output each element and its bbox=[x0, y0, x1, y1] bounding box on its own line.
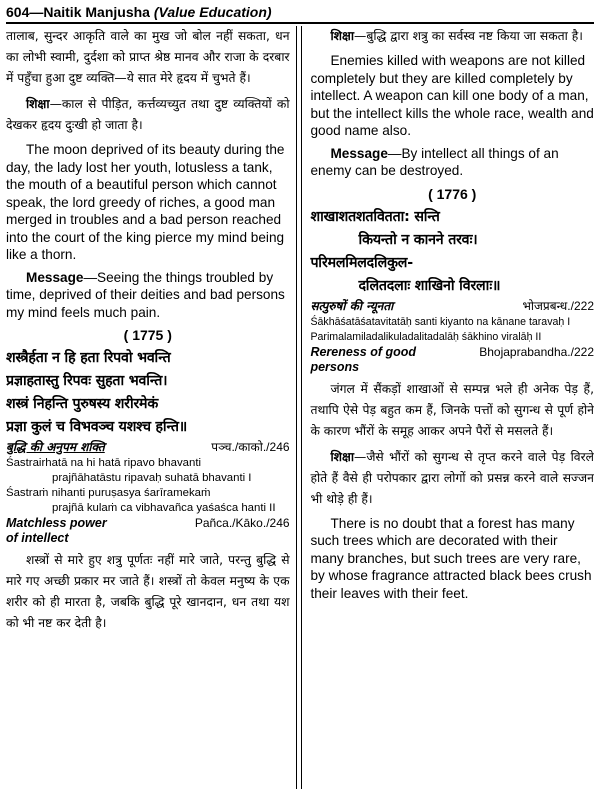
running-head: 604—Naitik Manjusha (Value Education) bbox=[6, 4, 594, 24]
verse-title-english-2 bbox=[6, 531, 290, 546]
sanskrit-verse-line: शाखाशतशतवितता: सन्ति bbox=[310, 208, 440, 225]
sanskrit-verse-line: प्रज्ञाहतास्तु रिपवः सुहता भवन्ति। bbox=[6, 373, 168, 389]
english-paragraph: The moon deprived of its beauty during the day, the lady lost her youth, lotusless a tank, the mouth of a beautiful person which cannot speak, the lord greedy of riches, a good man merged in troubles and a bad person reached into the court of the king pierce my mind being like a thorn. bbox=[6, 142, 285, 262]
left-column bbox=[6, 26, 296, 789]
verse-source-hindi: भोजप्रबन्ध./222 bbox=[522, 298, 594, 313]
message-label: Message bbox=[26, 269, 84, 285]
transliteration-line: Śastrairhatā na hi hatā ripavo bhavanti bbox=[6, 457, 202, 469]
shiksha-paragraph bbox=[310, 26, 594, 47]
hindi-translation: जंगल में सैंकड़ों शाखाओं से सम्पन्न भले ही अनेक पेड़ हैं, तथापि ऐसे पेड़ बहुत कम हैं, जिनके पत्तों को सुगन्ध से पूर्ण होने के कारण भौंरों के समूह आकर अपने पैरों से मसलते हैं। bbox=[310, 381, 594, 438]
shiksha-label: शिक्षा bbox=[330, 449, 355, 464]
verse-title-hindi: बुद्धि की अनुपम शक्ति bbox=[6, 440, 105, 454]
sanskrit-verse-line: शस्त्रं निहन्ति पुरुषस्य शरीरमेकं bbox=[6, 396, 159, 412]
hindi-paragraph: तालाब, सुन्दर आकृति वाले का मुख जो बोल नहीं सकता, धन का लोभी स्वामी, दुर्दशा को प्राप्त श्रेष्ठ मानव और राजा के दरबार में पहुँचा हुआ दुष्ट व्यक्ति—ये सात मेरे हृदय में चुभते हैं। bbox=[6, 29, 290, 85]
right-column bbox=[302, 26, 594, 789]
shiksha-label: शिक्षा bbox=[330, 29, 355, 43]
column-divider bbox=[296, 26, 303, 789]
book-title: Naitik Manjusha bbox=[43, 4, 150, 20]
sanskrit-verse-line: कियन्तो न कानने तरवः। bbox=[358, 231, 478, 248]
transliteration-line: Parimalamiladalikuladalitadalāḥ śākhino viralāḥ II bbox=[310, 330, 542, 343]
transliteration-line: prajñā kulaṁ ca vibhavañca yaśaśca hanti II bbox=[52, 502, 276, 514]
verse-number: ( 1776 ) bbox=[428, 185, 477, 202]
shiksha-label: शिक्षा bbox=[26, 97, 50, 111]
verse-title-english-line: of intellect bbox=[6, 531, 69, 545]
verse-source-english: Bhojaprabandha./222 bbox=[479, 344, 594, 359]
hindi-translation: शस्त्रों से मारे हुए शत्रु पूर्णतः नहीं मारे जाते, परन्तु बुद्धि से मारे गए अच्छी प्रकार मर जाते हैं। शस्त्रों तो केवल मनुष्य के एक शरीर को ही मारता है, जबकि बुद्धि पूरे खानदान, धन तथा यश को भी नष्ट कर देती है। bbox=[6, 553, 290, 630]
english-paragraph: There is no doubt that a forest has many such trees which are decorated with their many branches, but such trees are very rare, by whose fragrance attracted black bees crush their leaves with their feet. bbox=[310, 515, 592, 601]
verse-title-hindi: सत्पुरुषों की न्यूनता bbox=[310, 298, 394, 313]
shiksha-text: —जैसे भौंरों को सुगन्ध से तृप्त करने वाले पेड़ विरले होते हैं वैसे ही परोपकार द्वारा लोगों को प्रसन्न करने वाले सज्जन भी थोड़े ही हैं। bbox=[310, 449, 594, 506]
sanskrit-verse-line: प्रज्ञा कुलं च विभवञ्च यशश्च हन्ति॥ bbox=[6, 419, 188, 435]
book-subtitle: (Value Education) bbox=[153, 4, 272, 20]
page-number: 604 bbox=[6, 4, 30, 20]
verse-source-hindi: पञ्च./काको./246 bbox=[211, 440, 290, 454]
transliteration-line: Śākhāśatāśatavitatāḥ santi kiyanto na kānane taravaḥ I bbox=[310, 315, 571, 328]
sanskrit-verse-line: दलितदलाः शाखिनो विरलाः॥ bbox=[358, 277, 501, 294]
message-text: —By intellect all things of an enemy can be destroyed. bbox=[310, 145, 559, 178]
verse-source-english: Pañca./Kāko./246 bbox=[194, 516, 290, 530]
message-paragraph bbox=[6, 269, 290, 322]
verse-title-english-line: Matchless power bbox=[6, 516, 107, 530]
message-label: Message bbox=[330, 145, 388, 161]
two-column-body bbox=[6, 26, 594, 789]
message-text: —Seeing the things troubled by time, deprived of their deities and bad persons my mind feels much pain. bbox=[6, 269, 285, 320]
english-paragraph: Enemies killed with weapons are not killed completely but they are killed completely by intellect. A weapon can kill one body of a man, but the intellect kills the whole race, wealth and good name also. bbox=[310, 53, 594, 138]
verse-title-english-line: persons bbox=[310, 359, 360, 374]
transliteration-line: Śastraṁ nihanti puruṣasya śarīramekaṁ bbox=[6, 487, 211, 499]
sanskrit-verse-line: परिमलमिलदलिकुल- bbox=[310, 254, 413, 271]
verse-title-english-line: Rereness of good bbox=[310, 344, 417, 359]
shiksha-text: —बुद्धि द्वारा शत्रु का सर्वस्व नष्ट किया जा सकता है। bbox=[354, 29, 583, 43]
sanskrit-verse-line: शस्त्रैर्हता न हि हता रिपवो भवन्ति bbox=[6, 350, 171, 366]
shiksha-text: —काल से पीड़ित, कर्त्तव्यच्युत तथा दुष्ट व्यक्तियों को देखकर हृदय दुःखी हो जाता है। bbox=[6, 97, 290, 132]
verse-title-english bbox=[6, 516, 290, 531]
verse-title-english-2 bbox=[310, 360, 594, 375]
verse-title-row bbox=[6, 439, 290, 456]
verse-number: ( 1775 ) bbox=[123, 327, 172, 343]
verse-title-english bbox=[310, 345, 594, 360]
verse-title-row bbox=[310, 298, 594, 315]
message-paragraph bbox=[310, 145, 594, 180]
shiksha-paragraph bbox=[6, 94, 290, 136]
transliteration-line: prajñāhatāstu ripavaḥ suhatā bhavanti I bbox=[52, 472, 252, 484]
shiksha-paragraph bbox=[310, 447, 594, 510]
